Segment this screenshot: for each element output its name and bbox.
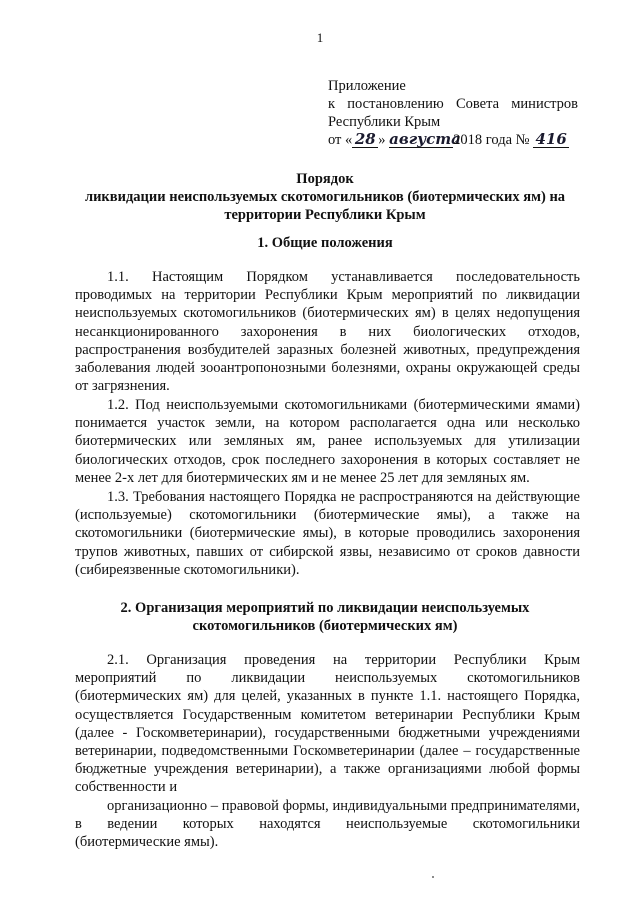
page-number: 1 bbox=[316, 30, 324, 45]
appendix-resolution: к постановлению Совета министров bbox=[328, 96, 578, 112]
appendix-title: Приложение bbox=[328, 78, 406, 94]
section-2-heading bbox=[70, 599, 580, 635]
date-prefix: от « bbox=[328, 132, 353, 148]
section-1-heading: 1. Общие положения bbox=[257, 235, 393, 251]
paragraph-1-1: 1.1. Настоящим Порядком устанавливается последовательность проводимых на территории Республики Крым мероприятий по ликвидации неиспользуемых скотомогильников (биотермических ям) в целях недопущения несанкционированного захоронения в них биологических отходов, распространения возбудителей заразных болезней животных, предупреждения заболевания людей зооантропонозными болезнями, охраны окружающей среды от загрязнения. bbox=[75, 269, 580, 395]
date-year: 2018 года № bbox=[453, 132, 530, 148]
section-2-heading-line-2: скотомогильников (биотермических ям) bbox=[192, 618, 458, 634]
paragraph-2-1: 2.1. Организация проведения на территории Республики Крым мероприятий по ликвидации неиспользуемых скотомогильников (биотермических ям) для целей, указанных в пункте 1.1. настоящего Порядка, осуществляется Государственным комитетом ветеринарии Республики Крым (далее - Госкомветеринарии), государственными бюджетными учреждениями ветеринарии, подведомственными Госкомветеринарии (далее – государственные бюджетные учреждения ветеринарии), а также организациями любой формы собственности и bbox=[75, 652, 580, 796]
handwritten-doc-number: 416 bbox=[533, 131, 569, 148]
appendix-block bbox=[328, 77, 578, 149]
title-line-3: территории Республики Крым bbox=[224, 207, 426, 223]
handwritten-month: августа bbox=[389, 130, 461, 148]
scan-speck bbox=[432, 876, 434, 878]
title-line-1: Порядок bbox=[296, 171, 354, 187]
paragraph-1-2: 1.2. Под неиспользуемыми скотомогильниками (биотермическими ямами) понимается участок земли, на котором располагается одна или несколько биотермических или земляных ям, ранее используемых для утилизации биологических отходов, срок последнего захоронения в которых составляет не менее 2-х лет для биотермических ям и не менее 25 лет для земляных ям. bbox=[75, 397, 580, 486]
title-line-2: ликвидации неиспользуемых скотомогильников (биотермических ям) на bbox=[84, 189, 566, 205]
handwritten-day: 28 bbox=[352, 131, 378, 148]
paragraph-1-3: 1.3. Требования настоящего Порядка не распространяются на действующие (используемые) скотомогильники (биотермические ямы), а также на скотомогильники (биотермические ямы), в которые проводились захоронения трупов животных, павших от сибирской язвы, независимо от сроков давности (сибиреязвенные скотомогильники). bbox=[75, 489, 580, 578]
section-2-heading-line-1: 2. Организация мероприятий по ликвидации неиспользуемых bbox=[120, 600, 530, 616]
appendix-republic: Республики Крым bbox=[328, 114, 441, 130]
date-mid: » bbox=[378, 132, 386, 148]
paragraph-2-1-continued: организационно – правовой формы, индивидуальными предпринимателями, в ведении которых находятся неиспользуемые скотомогильники (биотермические ямы). bbox=[75, 798, 580, 851]
document-title bbox=[70, 170, 580, 224]
appendix-date-line bbox=[328, 131, 578, 149]
